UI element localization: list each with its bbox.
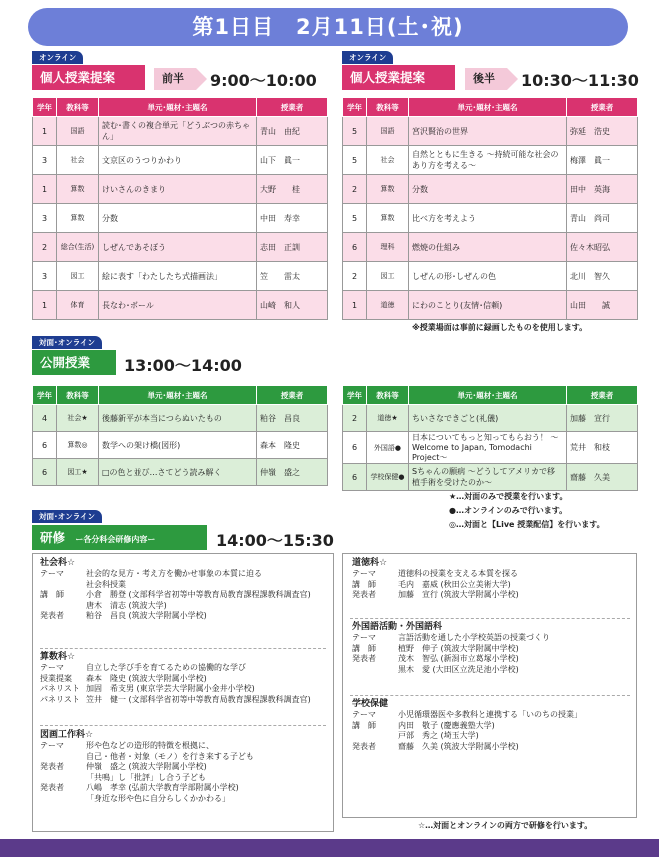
line-label: テーマ — [352, 710, 376, 719]
line-text: 粕谷 昌良 (筑波大学附属小学校) — [86, 611, 207, 620]
line-label: 発表者 — [40, 611, 64, 620]
cell-teacher: 粕谷 昌良 — [257, 405, 328, 432]
line-label: テーマ — [352, 569, 376, 578]
col-teacher: 授業者 — [567, 386, 638, 405]
col-subject: 教科等 — [367, 386, 409, 405]
cell-teacher: 仲嶺 盛之 — [257, 459, 328, 486]
cell-teacher: 加藤 宣行 — [567, 405, 638, 432]
legend-star: ★…対面のみで授業を行います。 — [449, 492, 568, 501]
table-row — [343, 117, 638, 146]
table-row — [33, 233, 328, 262]
cell-grade: 6 — [343, 464, 367, 491]
cell-teacher: 齋藤 久美 — [567, 464, 638, 491]
cell-teacher: 大野 桂 — [257, 175, 328, 204]
line-label: 授業提案 — [40, 673, 72, 683]
public-table-right — [342, 385, 638, 491]
cell-grade: 4 — [33, 405, 57, 432]
table-row — [33, 262, 328, 291]
cell-topic: しぜんの形･しぜんの色 — [409, 262, 567, 291]
line-text: 森本 隆史 (筑波大学附属小学校) — [86, 673, 207, 683]
group-line — [40, 762, 254, 773]
group-art — [40, 729, 254, 804]
table-row — [343, 204, 638, 233]
cell-subject: 社会 — [57, 146, 99, 175]
col-subject: 教科等 — [367, 98, 409, 117]
line-label: 発表者 — [352, 654, 376, 663]
group-line — [352, 654, 550, 665]
cell-topic: Sちゃんの願病 〜どうしてアメリカで移植手術を受けたのか〜 — [409, 464, 567, 491]
group-line — [40, 794, 254, 805]
line-text: 植野 伸子 (筑波大学附属中学校) — [398, 643, 519, 653]
cell-grade: 1 — [343, 291, 367, 320]
group-line — [352, 590, 519, 601]
cell-topic: 宮沢賢治の世界 — [409, 117, 567, 146]
group-line — [40, 569, 311, 580]
cell-subject: 道徳 — [367, 291, 409, 320]
line-text: 小児循環器医や多教科と連携する「いのちの授業」 — [398, 710, 582, 719]
line-text: 戸部 秀之 (埼玉大学) — [398, 731, 479, 740]
training-title-bar — [32, 525, 207, 550]
cell-grade: 6 — [33, 459, 57, 486]
line-label — [352, 731, 398, 742]
line-label — [40, 580, 86, 591]
table-row — [343, 291, 638, 320]
online-tag-a: オンライン — [32, 51, 83, 64]
col-grade: 学年 — [343, 98, 367, 117]
training-title: 研修 — [40, 530, 66, 545]
line-label: 発表者 — [352, 590, 376, 599]
col-grade: 学年 — [33, 386, 57, 405]
cell-topic: 文京区のうつりかわり — [99, 146, 257, 175]
cell-subject: 社会 — [367, 146, 409, 175]
cell-teacher: 田中 英海 — [567, 175, 638, 204]
cell-grade: 2 — [343, 405, 367, 432]
table-row — [33, 432, 328, 459]
table-row — [343, 405, 638, 432]
legend-double: ◎…対面と【Live 授業配信】を行います。 — [449, 520, 605, 529]
public-table-left — [32, 385, 328, 486]
table-row — [33, 405, 328, 432]
table-row — [33, 146, 328, 175]
group-line — [352, 644, 550, 655]
group-math — [40, 651, 311, 705]
cell-teacher: 山崎 和人 — [257, 291, 328, 320]
cell-topic: 燃焼の仕組み — [409, 233, 567, 262]
table-row — [33, 117, 328, 146]
line-label: テーマ — [352, 633, 376, 642]
cell-grade: 3 — [33, 262, 57, 291]
group-line — [352, 633, 550, 644]
session-a-part: 前半 — [154, 68, 196, 90]
legend-dot: ●…オンラインのみで行います。 — [449, 506, 568, 515]
cell-grade: 3 — [33, 204, 57, 233]
cell-grade: 2 — [343, 262, 367, 291]
cell-topic: ちいさなできごと(礼儀) — [409, 405, 567, 432]
line-text: 八嶋 孝幸 (弘前大学教育学部附属小学校) — [86, 783, 239, 792]
line-text: 小倉 勝登 (文部科学省初等中等教育局教育課程課教科調査官) — [86, 590, 311, 599]
divider — [40, 648, 326, 649]
cell-teacher: 梅澤 眞一 — [567, 146, 638, 175]
group-heading: 社会科☆ — [40, 558, 76, 568]
cell-subject: 図工★ — [57, 459, 99, 486]
table-row — [33, 175, 328, 204]
group-line — [40, 783, 254, 794]
line-text: 仲嶺 盛之 (筑波大学附属小学校) — [86, 762, 207, 771]
cell-topic: 分数 — [99, 204, 257, 233]
line-label: 講 師 — [352, 643, 376, 653]
group-line — [40, 773, 254, 784]
group-line — [40, 674, 311, 685]
col-grade: 学年 — [343, 386, 367, 405]
group-line — [352, 569, 519, 580]
line-label: 講 師 — [352, 579, 376, 589]
hybrid-tag-public: 対面･オンライン — [32, 336, 102, 349]
col-teacher: 授業者 — [567, 98, 638, 117]
group-english — [352, 621, 550, 675]
line-label — [40, 601, 86, 612]
cell-subject: 図工 — [57, 262, 99, 291]
cell-teacher: 北川 智久 — [567, 262, 638, 291]
cell-subject: 総合(生活) — [57, 233, 99, 262]
line-text: 唐木 清志 (筑波大学) — [86, 600, 167, 610]
group-line — [40, 684, 311, 695]
cell-teacher: 青山 尚司 — [567, 204, 638, 233]
cell-subject: 社会★ — [57, 405, 99, 432]
cell-topic: 分数 — [409, 175, 567, 204]
cell-subject: 図工 — [367, 262, 409, 291]
group-line — [40, 695, 311, 706]
cell-teacher: 弥延 浩史 — [567, 117, 638, 146]
line-label — [40, 773, 86, 784]
cell-grade: 1 — [33, 175, 57, 204]
line-text: 社会科授業 — [86, 579, 126, 589]
line-label — [40, 794, 86, 805]
hybrid-tag-training: 対面･オンライン — [32, 510, 102, 523]
group-social — [40, 557, 311, 622]
table-row — [343, 464, 638, 491]
group-line — [40, 580, 311, 591]
cell-subject: 外国語● — [367, 432, 409, 464]
table-row — [343, 432, 638, 464]
group-line — [40, 752, 254, 763]
cell-grade: 6 — [343, 432, 367, 464]
line-text: 自立した学び手を育てるための協働的な学び — [86, 663, 246, 672]
line-label: 発表者 — [40, 762, 64, 771]
cell-topic: 数学への架け橋(図形) — [99, 432, 257, 459]
cell-grade: 6 — [343, 233, 367, 262]
cell-grade: 3 — [33, 146, 57, 175]
cell-topic: 日本についてもっと知ってもらおう！ 〜Welcome to Japan, Tomodachi Project〜 — [409, 432, 567, 464]
cell-subject: 国語 — [57, 117, 99, 146]
group-line — [352, 731, 582, 742]
session-b-table — [342, 97, 638, 320]
cell-grade: 1 — [33, 291, 57, 320]
cell-teacher: 青山 由紀 — [257, 117, 328, 146]
line-text: 言語活動を通した小学校英語の授業づくり — [398, 633, 550, 642]
col-subject: 教科等 — [57, 386, 99, 405]
cell-topic: 後藤新平が本当につらぬいたもの — [99, 405, 257, 432]
col-topic: 単元･題材･主題名 — [409, 98, 567, 117]
cell-grade: 5 — [343, 204, 367, 233]
group-heading: 算数科☆ — [40, 652, 76, 662]
group-line — [352, 580, 519, 591]
group-line — [352, 665, 550, 676]
line-label: パネリスト — [40, 684, 80, 693]
table-row — [343, 233, 638, 262]
cell-topic: けいさんのきまり — [99, 175, 257, 204]
line-text: 加藤 宣行 (筑波大学附属小学校) — [398, 590, 519, 599]
line-label — [40, 752, 86, 763]
online-tag-b: オンライン — [342, 51, 393, 64]
line-text: 内田 敬子 (慶應義塾大学) — [398, 720, 495, 730]
group-heading: 図画工作科☆ — [40, 730, 94, 740]
table-row — [33, 204, 328, 233]
cell-subject: 体育 — [57, 291, 99, 320]
table-row — [343, 175, 638, 204]
cell-subject: 国語 — [367, 117, 409, 146]
cell-teacher: 笠 雷太 — [257, 262, 328, 291]
line-text: 笠井 健一 (文部科学省初等中等教育局教育課程課教科調査官) — [86, 694, 311, 704]
cell-topic: 読む･書くの複合単元「どうぶつの赤ちゃん」 — [99, 117, 257, 146]
session-b-time: 10:30〜11:30 — [521, 71, 639, 90]
cell-subject: 学校保健● — [367, 464, 409, 491]
cell-teacher: 荒井 和枝 — [567, 432, 638, 464]
session-a-title: 個人授業提案 — [32, 65, 145, 90]
divider — [40, 725, 326, 726]
line-text: 「共鳴」し「批評」し合う子ども — [86, 772, 206, 782]
table-row — [33, 291, 328, 320]
cell-topic: しぜんであそぼう — [99, 233, 257, 262]
public-time: 13:00〜14:00 — [124, 356, 242, 375]
cell-subject: 理科 — [367, 233, 409, 262]
session-b-title: 個人授業提案 — [342, 65, 455, 90]
cell-subject: 算数 — [367, 204, 409, 233]
line-label: 講 師 — [352, 720, 376, 730]
col-topic: 単元･題材･主題名 — [409, 386, 567, 405]
line-label: テーマ — [40, 741, 64, 750]
line-text: 齋藤 久美 (筑波大学附属小学校) — [398, 741, 519, 751]
col-teacher: 授業者 — [257, 386, 328, 405]
cell-teacher: 中田 寿幸 — [257, 204, 328, 233]
training-note: ☆…対面とオンラインの両方で研修を行います。 — [418, 821, 593, 830]
page-title: 第1日目 2月11日(土･祝) — [28, 8, 628, 46]
divider — [350, 695, 630, 696]
cell-subject: 算数 — [367, 175, 409, 204]
col-subject: 教科等 — [57, 98, 99, 117]
line-label: 発表者 — [352, 741, 376, 751]
col-grade: 学年 — [33, 98, 57, 117]
group-line — [40, 611, 311, 622]
group-health — [352, 698, 582, 752]
line-label: テーマ — [40, 663, 64, 672]
cell-teacher: 山田 誠 — [567, 291, 638, 320]
training-subtitle: ー各分科会研修内容ー — [75, 535, 156, 544]
line-text: 茂木 智弘 (新潟市立葛塚小学校) — [398, 654, 519, 663]
line-text: 道徳科の授業を支える本質を探る — [398, 569, 518, 578]
divider — [350, 618, 630, 619]
group-heading: 道徳科☆ — [352, 558, 388, 568]
cell-topic: □の色と並び…さてどう読み解く — [99, 459, 257, 486]
line-text: 自己・他者・対象（モノ）を行き来する子ども — [86, 751, 254, 761]
line-text: 形や色などの造形的特徴を根拠に、 — [86, 741, 214, 750]
cell-topic: 長なわ･ボール — [99, 291, 257, 320]
cell-grade: 2 — [33, 233, 57, 262]
line-text: 社会的な見方・考え方を働かせ事象の本質に迫る — [86, 569, 262, 578]
cell-grade: 2 — [343, 175, 367, 204]
cell-topic: にわのことり(友情･信頼) — [409, 291, 567, 320]
session-b-part: 後半 — [465, 68, 507, 90]
group-line — [352, 721, 582, 732]
cell-subject: 算数 — [57, 175, 99, 204]
group-line — [40, 663, 311, 674]
cell-subject: 道徳★ — [367, 405, 409, 432]
table-row — [343, 262, 638, 291]
group-moral — [352, 557, 519, 601]
col-teacher: 授業者 — [257, 98, 328, 117]
cell-topic: 自然とともに生きる 〜持続可能な社会のあり方を考える〜 — [409, 146, 567, 175]
footer-bar — [0, 839, 659, 857]
line-label: テーマ — [40, 569, 64, 578]
cell-grade: 1 — [33, 117, 57, 146]
group-line — [40, 601, 311, 612]
group-line — [352, 710, 582, 721]
group-heading: 外国語活動・外国語科 — [352, 622, 443, 632]
line-label: 講 師 — [40, 590, 64, 599]
cell-teacher: 志田 正訓 — [257, 233, 328, 262]
group-line — [352, 742, 582, 753]
cell-grade: 5 — [343, 117, 367, 146]
session-a-table — [32, 97, 328, 320]
cell-teacher: 森本 隆史 — [257, 432, 328, 459]
cell-teacher: 佐々木昭弘 — [567, 233, 638, 262]
table-row — [33, 459, 328, 486]
recording-note: ※授業場面は事前に録画したものを使用します。 — [412, 323, 588, 332]
cell-teacher: 山下 眞一 — [257, 146, 328, 175]
session-a-time: 9:00〜10:00 — [210, 71, 317, 90]
cell-grade: 5 — [343, 146, 367, 175]
training-time: 14:00〜15:30 — [216, 531, 334, 550]
line-text: 加固 希支男 (東京学芸大学附属小金井小学校) — [86, 684, 255, 693]
cell-grade: 6 — [33, 432, 57, 459]
line-text: 毛内 嘉威 (秋田公立美術大学) — [398, 579, 511, 589]
group-line — [40, 741, 254, 752]
line-label: パネリスト — [40, 694, 80, 704]
public-title: 公開授業 — [32, 350, 116, 375]
col-topic: 単元･題材･主題名 — [99, 386, 257, 405]
col-topic: 単元･題材･主題名 — [99, 98, 257, 117]
line-label: 発表者 — [40, 783, 64, 792]
line-label — [352, 665, 398, 676]
table-row — [343, 146, 638, 175]
cell-subject: 算数◎ — [57, 432, 99, 459]
line-text: 「身近な形や色に自分らしくかかわる」 — [86, 793, 230, 803]
cell-topic: 絵に表す「わたしたち式描画法」 — [99, 262, 257, 291]
line-text: 黒木 愛 (大田区立洗足池小学校) — [398, 664, 519, 674]
cell-subject: 算数 — [57, 204, 99, 233]
cell-topic: 比べ方を考えよう — [409, 204, 567, 233]
group-line — [40, 590, 311, 601]
group-heading: 学校保健 — [352, 699, 389, 709]
